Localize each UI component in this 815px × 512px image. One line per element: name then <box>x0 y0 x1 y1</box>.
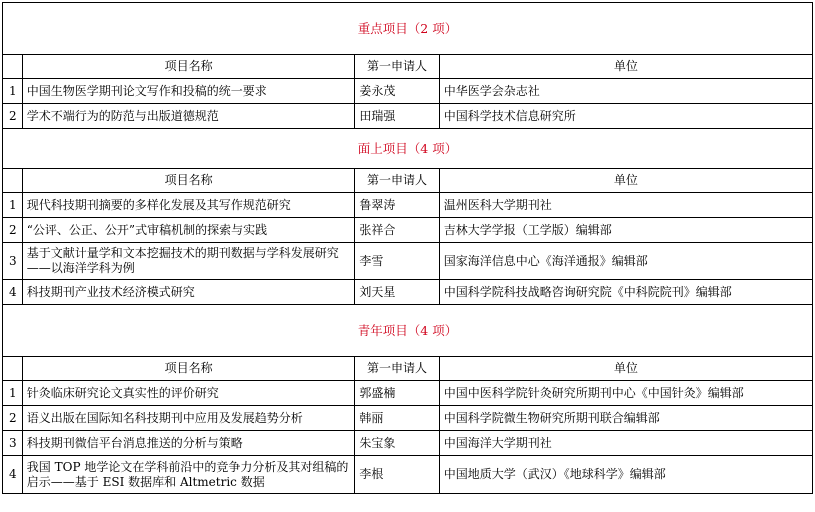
applicant: 鲁翠涛 <box>355 193 439 218</box>
row-number: 3 <box>3 431 23 456</box>
row-number: 2 <box>3 218 23 243</box>
applicant: 朱宝象 <box>355 431 439 456</box>
unit: 温州医科大学期刊社 <box>439 193 812 218</box>
table-row <box>3 243 813 280</box>
column-header-row <box>3 357 813 381</box>
unit: 中国中医科学院针灸研究所期刊中心《中国针灸》编辑部 <box>439 381 812 406</box>
col-num-header <box>3 55 23 79</box>
project-name: 现代科技期刊摘要的多样化发展及其写作规范研究 <box>22 193 355 218</box>
applicant: 韩丽 <box>355 406 439 431</box>
project-table <box>2 2 813 494</box>
col-num-header <box>3 169 23 193</box>
section-header-key <box>3 3 813 55</box>
table-row <box>3 104 813 129</box>
unit: 中国地质大学（武汉）《地球科学》编辑部 <box>439 456 812 494</box>
column-header-row <box>3 55 813 79</box>
applicant: 李雪 <box>355 243 439 280</box>
project-name: 科技期刊微信平台消息推送的分析与策略 <box>22 431 355 456</box>
table-row <box>3 79 813 104</box>
project-name: 针灸临床研究论文真实性的评价研究 <box>22 381 355 406</box>
unit: 吉林大学学报（工学版）编辑部 <box>439 218 812 243</box>
applicant: 田瑞强 <box>355 104 439 129</box>
project-name: “公评、公正、公开”式审稿机制的探索与实践 <box>22 218 355 243</box>
table-row <box>3 381 813 406</box>
project-name: 中国生物医学期刊论文写作和投稿的统一要求 <box>22 79 355 104</box>
row-number: 2 <box>3 104 23 129</box>
table-row <box>3 456 813 494</box>
col-unit-header: 单位 <box>439 357 812 381</box>
row-number: 2 <box>3 406 23 431</box>
section-header-youth <box>3 305 813 357</box>
section-title: 重点项目（2 项） <box>3 3 813 55</box>
unit: 中国科学院微生物研究所期刊联合编辑部 <box>439 406 812 431</box>
applicant: 张祥合 <box>355 218 439 243</box>
row-number: 1 <box>3 79 23 104</box>
col-applicant-header: 第一申请人 <box>355 357 439 381</box>
col-name-header: 项目名称 <box>22 55 355 79</box>
section-header-general <box>3 129 813 169</box>
column-header-row <box>3 169 813 193</box>
project-name: 语义出版在国际知名科技期刊中应用及发展趋势分析 <box>22 406 355 431</box>
applicant: 刘天星 <box>355 280 439 305</box>
applicant: 姜永茂 <box>355 79 439 104</box>
col-unit-header: 单位 <box>439 169 812 193</box>
project-name: 我国 TOP 地学论文在学科前沿中的竞争力分析及其对组稿的启示——基于 ESI 数据库和 Altmetric 数据 <box>22 456 355 494</box>
project-name: 科技期刊产业技术经济模式研究 <box>22 280 355 305</box>
applicant: 李根 <box>355 456 439 494</box>
section-title: 青年项目（4 项） <box>3 305 813 357</box>
row-number: 1 <box>3 193 23 218</box>
unit: 中国海洋大学期刊社 <box>439 431 812 456</box>
col-applicant-header: 第一申请人 <box>355 55 439 79</box>
unit: 国家海洋信息中心《海洋通报》编辑部 <box>439 243 812 280</box>
project-name: 学术不端行为的防范与出版道德规范 <box>22 104 355 129</box>
project-name: 基于文献计量学和文本挖掘技术的期刊数据与学科发展研究——以海洋学科为例 <box>22 243 355 280</box>
col-applicant-header: 第一申请人 <box>355 169 439 193</box>
col-name-header: 项目名称 <box>22 357 355 381</box>
row-number: 4 <box>3 280 23 305</box>
unit: 中国科学院科技战略咨询研究院《中科院院刊》编辑部 <box>439 280 812 305</box>
table-row <box>3 193 813 218</box>
table-row <box>3 280 813 305</box>
row-number: 4 <box>3 456 23 494</box>
unit: 中华医学会杂志社 <box>439 79 812 104</box>
table-row <box>3 218 813 243</box>
applicant: 郭盛楠 <box>355 381 439 406</box>
row-number: 3 <box>3 243 23 280</box>
section-title: 面上项目（4 项） <box>3 129 813 169</box>
row-number: 1 <box>3 381 23 406</box>
col-name-header: 项目名称 <box>22 169 355 193</box>
col-num-header <box>3 357 23 381</box>
table-row <box>3 431 813 456</box>
table-row <box>3 406 813 431</box>
col-unit-header: 单位 <box>439 55 812 79</box>
unit: 中国科学技术信息研究所 <box>439 104 812 129</box>
